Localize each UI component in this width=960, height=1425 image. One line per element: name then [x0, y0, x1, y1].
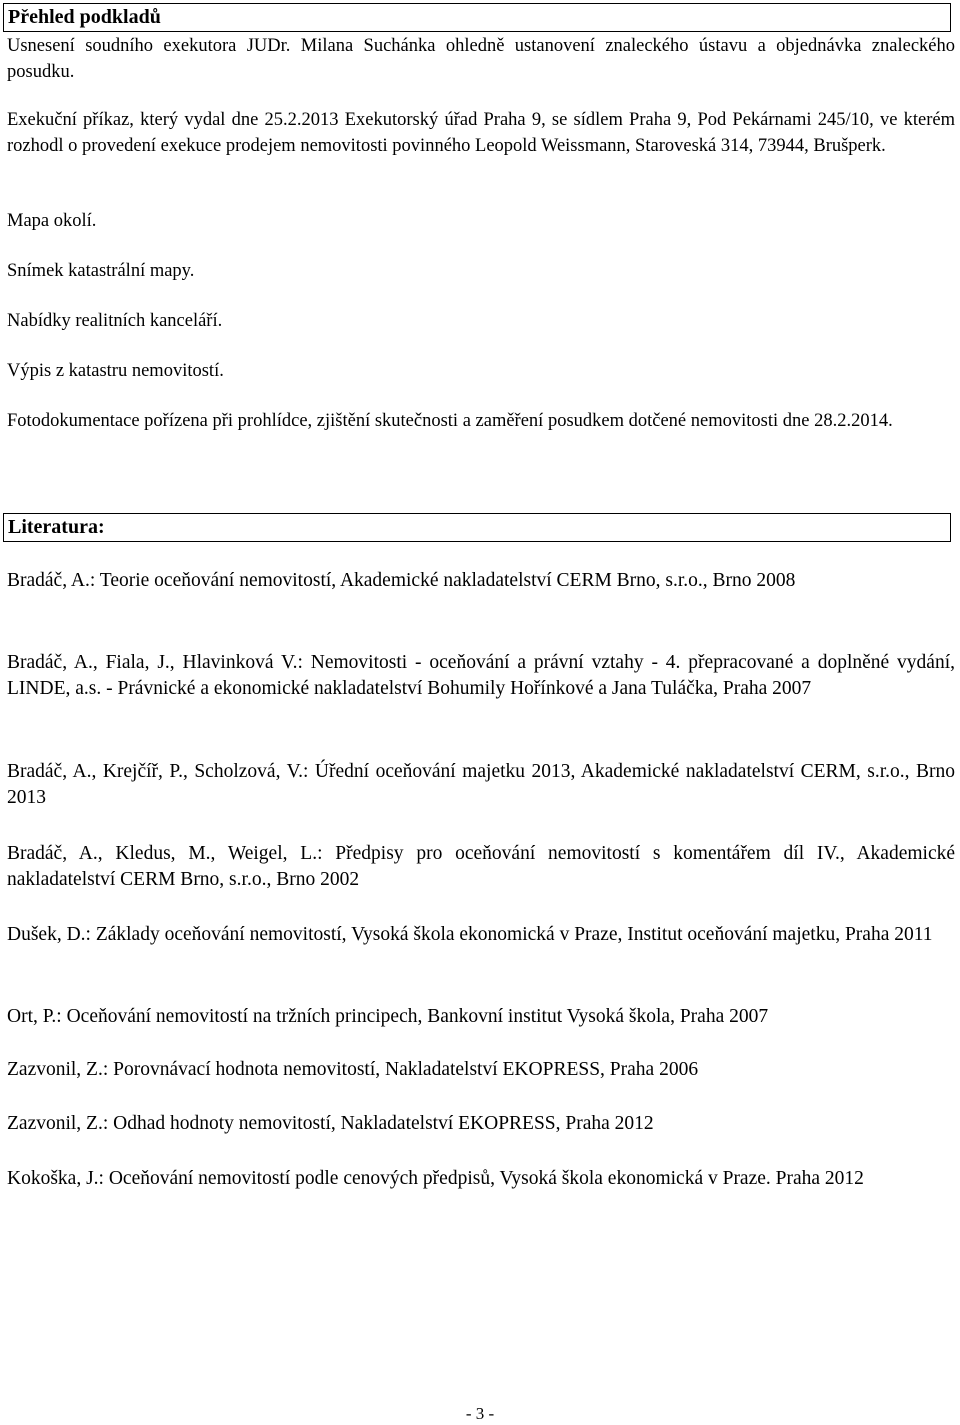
source-item-realty-offers: Nabídky realitních kanceláří. [7, 311, 223, 331]
source-item-execution-order: Exekuční příkaz, který vydal dne 25.2.2013 Exekutorský úřad Praha 9, se sídlem Praha 9, Pod Pekárnami 245/10, ve kterém rozhodl o provedení exekuce prodejem nemovitosti povinného Leopold Weissmann, Staroveská 314, 73944, Brušperk. [7, 110, 955, 156]
literature-heading: Literatura: [3, 513, 951, 542]
literature-item: Bradáč, A., Krejčíř, P., Scholzová, V.: Úřední oceňování majetku 2013, Akademické nakladatelství CERM, s.r.o., Brno 2013 [7, 761, 955, 808]
source-item-area-map: Mapa okolí. [7, 211, 97, 231]
literature-item: Bradáč, A.: Teorie oceňování nemovitostí, Akademické nakladatelství CERM Brno, s.r.o., Brno 2008 [7, 570, 796, 591]
literature-item: Bradáč, A., Fiala, J., Hlavinková V.: Nemovitosti - oceňování a právní vztahy - 4. přepracované a doplněné vydání, LINDE, a.s. - Právnické a ekonomické nakladatelství Bohumily Hořínkové a Jana Tuláčka, Praha 2007 [7, 652, 955, 699]
source-item-cadastral-map: Snímek katastrální mapy. [7, 261, 195, 281]
literature-item: Bradáč, A., Kledus, M., Weigel, L.: Předpisy pro oceňování nemovitostí s komentářem díl IV., Akademické nakladatelství CERM Brno, s.r.o., Brno 2002 [7, 843, 955, 890]
literature-item: Zazvonil, Z.: Odhad hodnoty nemovitostí, Nakladatelství EKOPRESS, Praha 2012 [7, 1113, 654, 1134]
source-item-photo-documentation: Fotodokumentace pořízena při prohlídce, zjištění skutečnosti a zaměření posudkem dotčené nemovitosti dne 28.2.2014. [7, 411, 893, 431]
literature-item: Ort, P.: Oceňování nemovitostí na tržních principech, Bankovní institut Vysoká škola, Praha 2007 [7, 1006, 769, 1027]
page-number: - 3 - [465, 1404, 495, 1423]
literature-item: Zazvonil, Z.: Porovnávací hodnota nemovitostí, Nakladatelství EKOPRESS, Praha 2006 [7, 1059, 699, 1080]
source-item-cadastre-extract: Výpis z katastru nemovitostí. [7, 361, 224, 381]
sources-heading: Přehled podkladů [3, 3, 951, 32]
source-item-resolution: Usnesení soudního exekutora JUDr. Milana Suchánka ohledně ustanovení znaleckého ústavu a objednávka znaleckého posudku. [7, 36, 955, 82]
literature-item: Kokoška, J.: Oceňování nemovitostí podle cenových předpisů, Vysoká škola ekonomická v Praze. Praha 2012 [7, 1168, 864, 1189]
literature-item: Dušek, D.: Základy oceňování nemovitostí, Vysoká škola ekonomická v Praze, Institut oceňování majetku, Praha 2011 [7, 924, 933, 945]
